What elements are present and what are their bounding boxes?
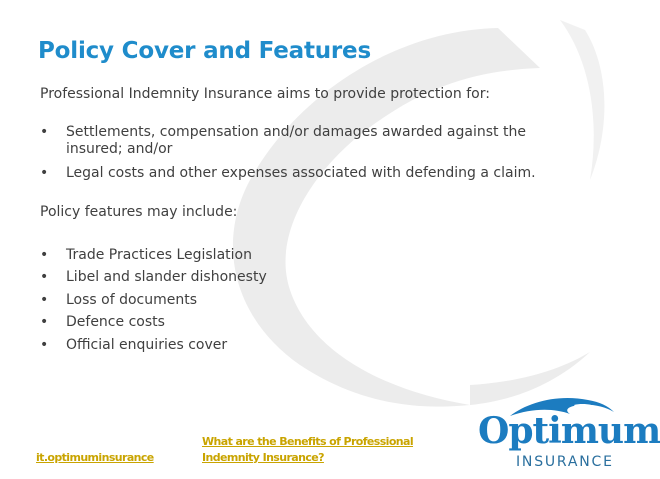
page-title: Policy Cover and Features xyxy=(38,38,371,64)
list-item: • Loss of documents xyxy=(40,289,460,311)
features-intro-text: Policy features may include: xyxy=(40,204,238,220)
logo-subtitle: INSURANCE xyxy=(516,454,614,470)
list-item: • Defence costs xyxy=(40,311,460,333)
logo-wordmark: Optimum xyxy=(478,410,660,452)
optimum-logo xyxy=(478,396,660,474)
list-item: • Libel and slander dishonesty xyxy=(40,266,460,288)
protection-list xyxy=(40,124,560,189)
list-item: • Official enquiries cover xyxy=(40,334,460,356)
list-item: • Legal costs and other expenses associated with defending a claim. xyxy=(40,165,560,182)
site-link[interactable]: it.optimuminsurance xyxy=(36,451,154,464)
intro-text: Professional Indemnity Insurance aims to provide protection for: xyxy=(40,86,490,102)
article-link[interactable]: What are the Benefits of Professional Indemnity Insurance? xyxy=(202,435,414,464)
list-item: • Settlements, compensation and/or damages awarded against the insured; and/or xyxy=(40,124,560,158)
list-item: • Trade Practices Legislation xyxy=(40,244,460,266)
features-list xyxy=(40,244,460,356)
